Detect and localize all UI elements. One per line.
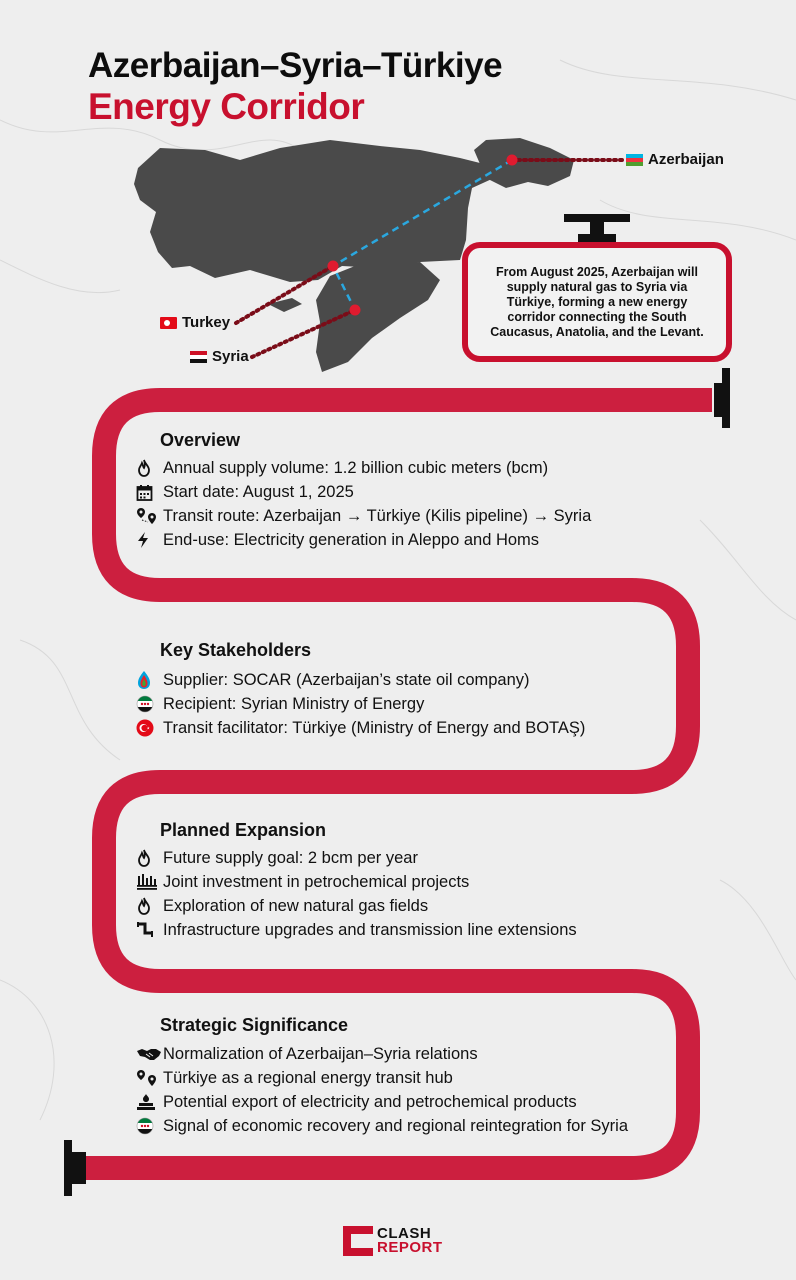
valve-right-icon bbox=[714, 368, 730, 428]
pipe-icon bbox=[136, 920, 160, 940]
flame-icon bbox=[136, 896, 160, 916]
list-item: Future supply goal: 2 bcm per year bbox=[136, 846, 577, 870]
azerbaijan-flag-icon bbox=[626, 154, 643, 166]
label-syria: Syria bbox=[190, 348, 249, 365]
section-overview bbox=[136, 456, 591, 552]
list-item: Türkiye as a regional energy transit hub bbox=[136, 1066, 628, 1090]
list-item: End-use: Electricity generation in Aleppo and Homs bbox=[136, 528, 591, 552]
clash-report-logo: CLASH REPORT bbox=[343, 1226, 443, 1256]
section-stakeholders-title: Key Stakeholders bbox=[160, 640, 312, 660]
lightning-icon bbox=[136, 530, 160, 550]
syria-flag-circle-icon bbox=[136, 694, 160, 714]
section-significance bbox=[136, 1042, 628, 1138]
handshake-icon bbox=[136, 1044, 163, 1064]
route-pins-icon bbox=[136, 1068, 160, 1088]
turkey-flag-circle-icon bbox=[136, 718, 160, 738]
socar-flame-icon bbox=[136, 670, 160, 690]
section-expansion bbox=[136, 846, 577, 942]
list-item: Joint investment in petrochemical projects bbox=[136, 870, 577, 894]
syria-map-shape bbox=[316, 262, 440, 372]
list-item: Normalization of Azerbaijan–Syria relations bbox=[136, 1042, 628, 1066]
valve-top-icon bbox=[564, 214, 630, 242]
list-item: Transit facilitator: Türkiye (Ministry of Energy and BOTAŞ) bbox=[136, 716, 585, 740]
label-turkey: Turkey bbox=[160, 314, 230, 331]
turkey-map-shape bbox=[134, 140, 494, 282]
flame-icon bbox=[136, 848, 160, 868]
section-significance-title: Strategic Significance bbox=[160, 1015, 349, 1035]
section-stakeholders bbox=[136, 668, 585, 740]
list-item: Annual supply volume: 1.2 billion cubic meters (bcm) bbox=[136, 456, 591, 480]
route-pins-icon bbox=[136, 506, 160, 526]
list-item: Potential export of electricity and petrochemical products bbox=[136, 1090, 628, 1114]
page-title: Azerbaijan–Syria–Türkiye bbox=[88, 46, 503, 85]
flame-icon bbox=[136, 458, 160, 478]
list-item: Infrastructure upgrades and transmission line extensions bbox=[136, 918, 577, 942]
info-callout: From August 2025, Azerbaijan will supply natural gas to Syria via Türkiye, forming a new energy corridor connecting the South Caucasus, Anatolia, and the Levant. bbox=[462, 242, 732, 362]
list-item: Exploration of new natural gas fields bbox=[136, 894, 577, 918]
list-item: Supplier: SOCAR (Azerbaijan’s state oil company) bbox=[136, 668, 585, 692]
azerbaijan-map-shape bbox=[474, 138, 574, 188]
page-subtitle: Energy Corridor bbox=[88, 86, 365, 127]
syria-flag-icon bbox=[190, 351, 207, 363]
section-overview-title: Overview bbox=[160, 430, 241, 450]
list-item: Start date: August 1, 2025 bbox=[136, 480, 591, 504]
syria-flag-circle-icon bbox=[136, 1116, 160, 1136]
factory-icon bbox=[136, 872, 160, 892]
turkey-dot bbox=[328, 261, 339, 272]
calendar-icon bbox=[136, 482, 160, 502]
syria-dot bbox=[350, 305, 361, 316]
clash-report-logo-mark bbox=[343, 1226, 373, 1256]
section-expansion-title: Planned Expansion bbox=[160, 820, 327, 840]
valve-left-icon bbox=[64, 1140, 86, 1196]
list-item: Transit route: Azerbaijan → Türkiye (Kilis pipeline) → Syria bbox=[136, 504, 591, 528]
label-azerbaijan: Azerbaijan bbox=[626, 151, 724, 168]
oil-pump-icon bbox=[136, 1092, 160, 1112]
turkey-flag-icon bbox=[160, 317, 177, 329]
azerbaijan-dot bbox=[507, 155, 518, 166]
list-item: Recipient: Syrian Ministry of Energy bbox=[136, 692, 585, 716]
list-item: Signal of economic recovery and regional reintegration for Syria bbox=[136, 1114, 628, 1138]
